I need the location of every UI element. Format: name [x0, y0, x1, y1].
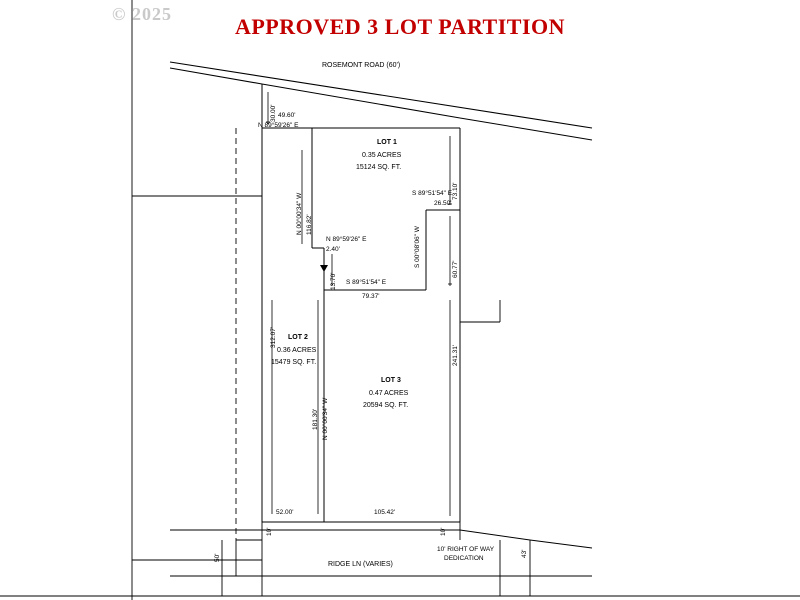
dim-south-lot2: 52.00' — [276, 509, 294, 516]
dim-fifty: 50' — [214, 553, 221, 562]
dedication-note-line1: 10' RIGHT OF WAY — [437, 546, 495, 553]
dim-south-lot1-dist: 79.37' — [362, 293, 380, 300]
dim-ten-right: 10' — [440, 527, 447, 536]
lot1-sqft: 15124 SQ. FT. — [356, 164, 402, 171]
dim-west-interior-bearing: N 00°00'34" W — [296, 192, 303, 235]
watermark: © 2025 — [112, 4, 172, 24]
dedication-note-line2: DEDICATION — [444, 555, 484, 562]
page-title: APPROVED 3 LOT PARTITION — [234, 14, 566, 39]
label-ridge-lane: RIDGE LN (VARIES) — [328, 561, 393, 568]
lot2-sqft: 15479 SQ. FT. — [271, 359, 317, 366]
lot2-name: LOT 2 — [288, 334, 308, 341]
lot1-acres: 0.35 ACRES — [362, 152, 402, 159]
dim-north-line-bearing: N 89°59'26" E — [258, 122, 299, 129]
dim-south-lot3: 105.42' — [374, 509, 396, 516]
dim-east-mid-bearing: S 00°08'06" W — [414, 226, 421, 268]
dim-interior-lower-dist: 181.30' — [312, 408, 319, 430]
dim-west-total: 312.07' — [270, 326, 277, 348]
dim-north-line-dist: 49.60' — [278, 112, 296, 119]
label-rosemont-road: ROSEMONT ROAD (60') — [322, 62, 401, 69]
dim-east-mid-dist: 60.77' — [452, 260, 459, 278]
lot3-name: LOT 3 — [381, 377, 401, 384]
lot3-sqft: 20594 SQ. FT. — [363, 402, 409, 409]
dim-mid-dist: 2.40' — [326, 246, 340, 253]
dim-top-offset: 30.00' — [270, 104, 277, 122]
lot2-acres: 0.36 ACRES — [277, 347, 317, 354]
dim-east-lot1-bearing: S 89°51'54" E — [412, 190, 453, 197]
dim-short-tick: 13.70' — [330, 272, 337, 290]
dim-mid-bearing: N 89°59'26" E — [326, 236, 367, 243]
dim-fortythree: 43' — [521, 549, 528, 558]
dim-east-upper: 73.10' — [452, 182, 459, 200]
dim-east-lot1-dist: 26.50' — [434, 200, 452, 207]
dim-west-interior-dist: 116.82' — [306, 214, 313, 235]
dim-interior-lower-bearing: N 00°00'34" W — [322, 397, 329, 440]
dim-east-lower: 241.31' — [452, 344, 459, 366]
lot1-name: LOT 1 — [377, 139, 397, 146]
dim-ten-left: 10' — [266, 527, 273, 536]
lot3-acres: 0.47 ACRES — [369, 390, 409, 397]
dim-south-lot1-bearing: S 89°51'54" E — [346, 279, 387, 286]
